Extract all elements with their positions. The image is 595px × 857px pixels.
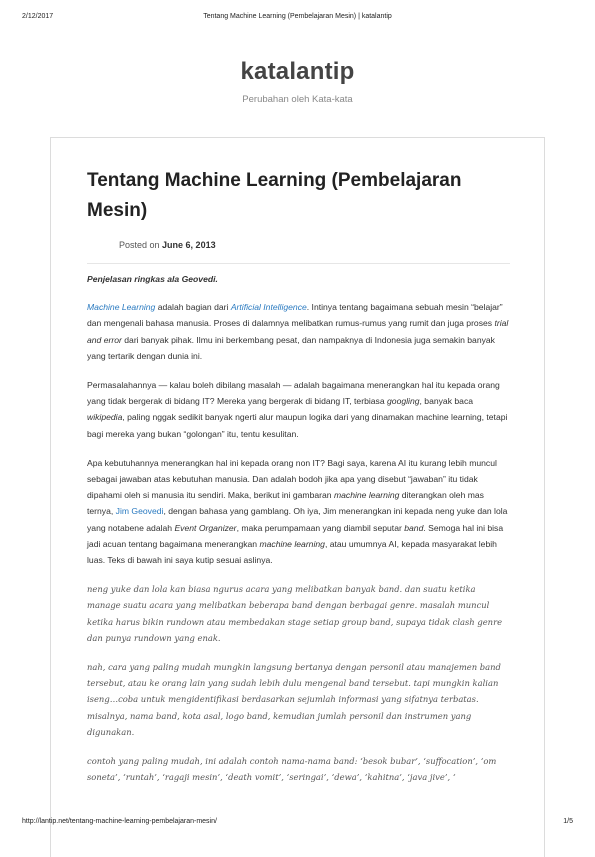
quote-3: contoh yang paling mudah, ini adalah contoh nama-nama band: ‘besok bubar’, ‘suffocation’, ‘om soneta’, ‘runtah’, ‘ragaji mesin’, ‘death vomit’, ‘seringai’, ‘dewa’, ‘kahitna’, ‘java jive’, ‘ [87, 756, 497, 783]
meta-divider [87, 263, 510, 264]
site-description: Perubahan oleh Kata-kata [242, 94, 353, 105]
paragraph-3: Apa kebutuhannya menerangkan hal ini kepada orang non IT? Bagi saya, karena AI itu kurang lebih muncul sebagai jawaban atas kebutuhan manusia. Dan adalah bodoh jika apa yang disebut “jawaban” itu tidak dipahami oleh si manusia itu sendiri. Maka, berikut ini gambaran machine learning diterangkan oleh mas ternya, Jim Geovedi, dengan bahasa yang gamblang. Oh iya, Jim menerangkan ini kepada neng yuke dan lola yang notabene adalah Event Organizer, maka perumpamaan yang diambil seputar band. Semoga hal ini bisa jadi acuan tentang bagaimana menerangkan machine learning, atau umumnya AI, kepada masyarakat lebih luas. Teks di bawah ini saya kutip sesuai aslinya. [87, 457, 508, 566]
artificial-intelligence-link[interactable]: Artificial Intelligence [230, 302, 307, 313]
print-date: 2/12/2017 [22, 13, 54, 20]
lead-paragraph [87, 271, 510, 287]
print-footer [22, 818, 573, 828]
print-page-number: 1/5 [563, 818, 573, 825]
post-date[interactable]: June 6, 2013 [162, 240, 216, 250]
site-title[interactable]: katalantip [240, 58, 355, 85]
quote-2: nah, cara yang paling mudah mungkin langsung bertanya dengan personil atau manajemen band tersebut, atau ke orang lain yang sudah lebih dulu mengenal band tersebut. tapi mungkin kalian iseng…coba untuk mengidentifikasi berdasarkan sejumlah informasi yang sifatnya terbatas. misalnya, nama band, kota asal, logo band, kemudian jumlah personil dan instrumen yang digunakan. [87, 662, 501, 737]
post-meta [119, 240, 216, 250]
post-title: Tentang Machine Learning (Pembelajaran Mesin) [87, 170, 462, 221]
posted-on-label: Posted on [119, 240, 160, 250]
quote-1: neng yuke dan lola kan biasa ngurus acara yang melibatkan banyak band. dan suatu ketika manage suatu acara yang melibatkan beberapa band dengan berbagai genre. masalah muncul ketika harus bikin rundown atau membedakan stage setiap group band, supaya tidak clash genre dan punya rundown yang enak. [87, 584, 503, 643]
paragraph-1: Machine Learning adalah bagian dari Artificial Intelligence. Intinya tentang bagaimana sebuah mesin “belajar” dan mengenali bahasa manusia. Proses di dalamnya melibatkan rumus-rumus yang rumit dan juga proses trial and error dari banyak pihak. Ilmu ini berkembang pesat, dan nampaknya di Indonesia juga semakin banyak yang tertarik dengan dunia ini. [87, 302, 509, 361]
print-header [22, 13, 573, 23]
jim-geovedi-link[interactable]: Jim Geovedi [115, 506, 164, 517]
print-url: http://lantip.net/tentang-machine-learning-pembelajaran-mesin/ [22, 818, 217, 825]
print-page-title: Tentang Machine Learning (Pembelajaran Mesin) | katalantip [203, 13, 392, 20]
paragraph-2: Permasalahannya — kalau boleh dibilang masalah — adalah bagaimana menerangkan hal itu kepada orang yang tidak bergerak di bidang IT? Mereka yang bergerak di bidang IT, terbiasa googling, banyak baca wikipedia, paling nggak sedikit banyak ngerti alur maupun logika dari yang dinamakan machine learning, tetapi bagi mereka yang bukan “golongan” itu, tentu kesulitan. [87, 380, 508, 439]
machine-learning-link[interactable]: Machine Learning [87, 302, 156, 313]
post-content [87, 271, 510, 798]
lead-text: Penjelasan ringkas ala Geovedi. [87, 274, 218, 284]
